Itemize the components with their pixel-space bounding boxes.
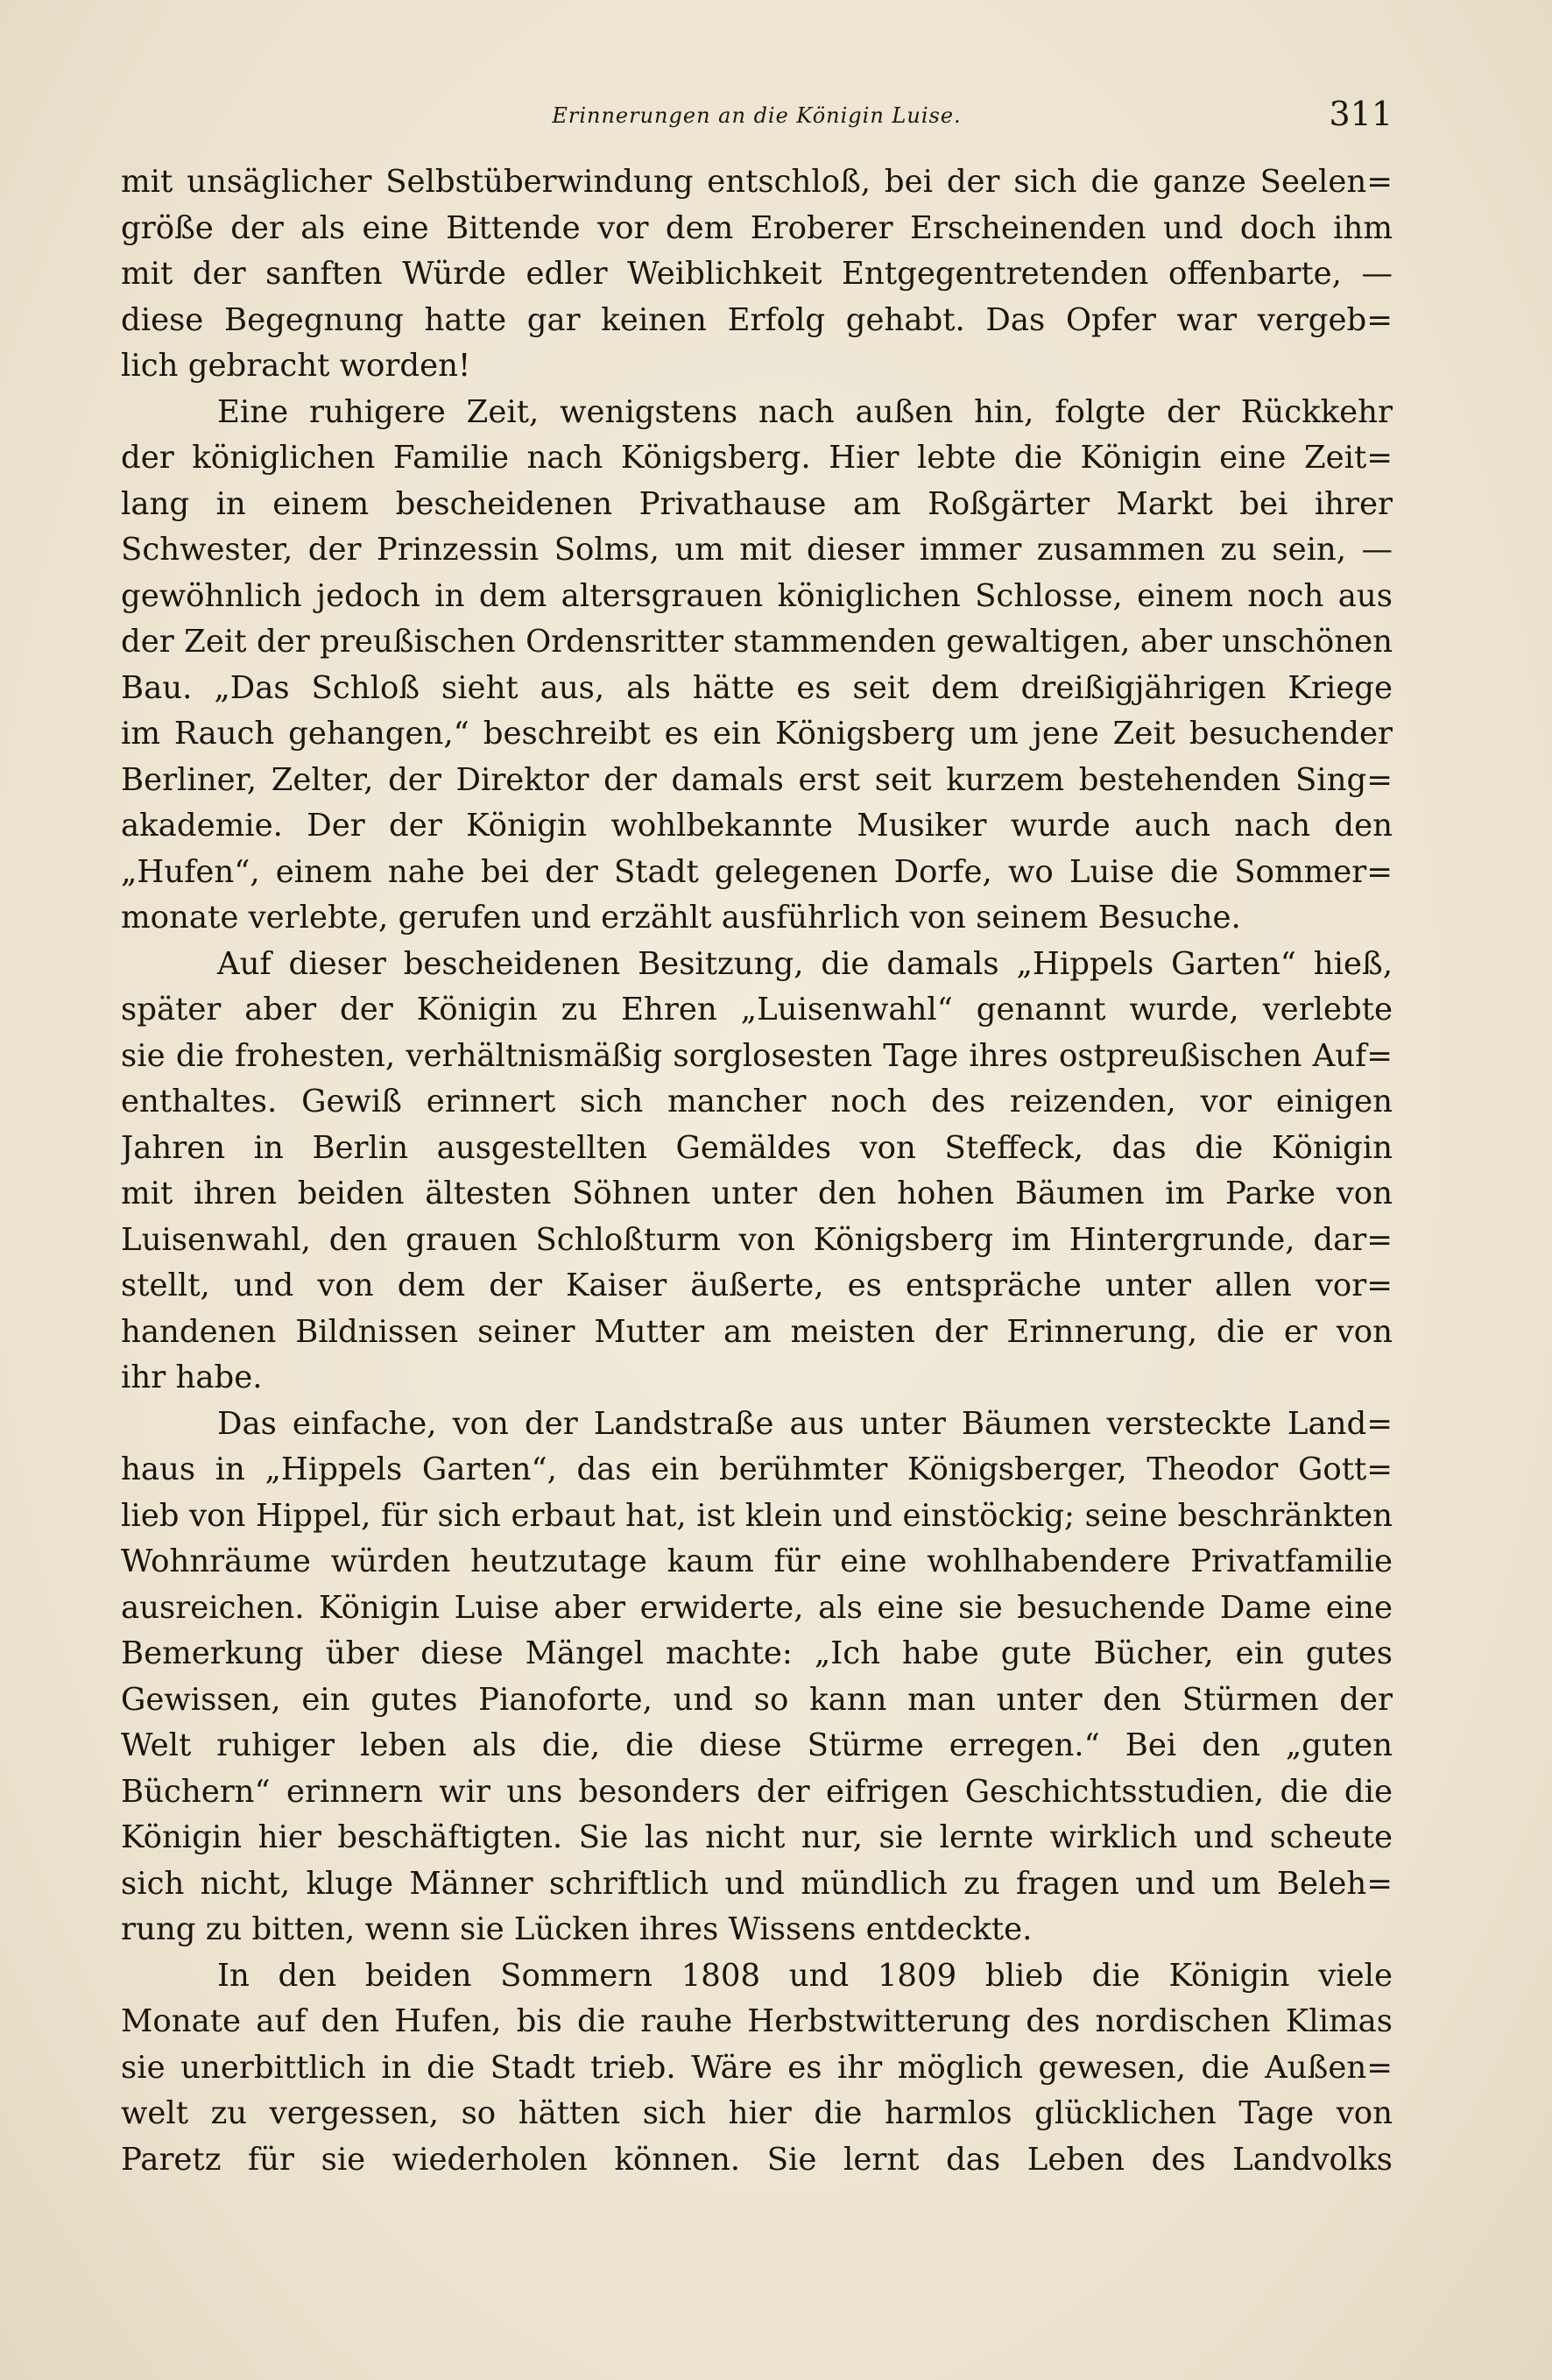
- text-line: sich nicht, kluge Männer schriftlich und mündlich zu fragen und um Beleh=: [121, 1865, 1393, 1902]
- body-text: [121, 159, 1393, 2183]
- text-line: Gewissen, ein gutes Pianoforte, und so kann man unter den Stürmen der: [121, 1681, 1393, 1718]
- text-line: Bau. „Das Schloß sieht aus, als hätte es seit dem dreißigjährigen Kriege: [121, 669, 1393, 706]
- text-line: größe der als eine Bittende vor dem Eroberer Erscheinenden und doch ihm: [121, 209, 1393, 246]
- text-line: In den beiden Sommern 1808 und 1809 blieb die Königin viele: [217, 1957, 1393, 1994]
- text-line: Paretz für sie wiederholen können. Sie lernt das Leben des Landvolks: [121, 2141, 1393, 2178]
- page-number: 311: [1329, 95, 1393, 133]
- text-line: gewöhnlich jedoch in dem altersgrauen königlichen Schlosse, einem noch aus: [121, 577, 1393, 614]
- text-line: im Rauch gehangen,“ beschreibt es ein Königsberg um jene Zeit besuchender: [121, 716, 1393, 752]
- text-line: Eine ruhigere Zeit, wenigstens nach außen hin, folgte der Rückkehr: [217, 393, 1393, 430]
- text-line: monate verlebte, gerufen und erzählt ausführlich von seinem Besuche.: [121, 900, 1241, 936]
- text-line: rung zu bitten, wenn sie Lücken ihres Wissens entdeckte.: [121, 1911, 1033, 1947]
- text-line: enthaltes. Gewiß erinnert sich mancher noch des reizenden, vor einigen: [121, 1084, 1393, 1119]
- text-line: sie unerbittlich in die Stadt trieb. Wäre es ihr möglich gewesen, die Außen=: [121, 2049, 1393, 2086]
- text-line: Berliner, Zelter, der Direktor der damals erst seit kurzem bestehenden Sing=: [121, 761, 1393, 798]
- text-line: handenen Bildnissen seiner Mutter am meisten der Erinnerung, die er von: [121, 1313, 1393, 1350]
- text-line: ausreichen. Königin Luise aber erwiderte, als eine sie besuchende Dame eine: [121, 1589, 1393, 1626]
- text-line: Wohnräume würden heutzutage kaum für eine wohlhabendere Privatfamilie: [121, 1543, 1393, 1579]
- book-page: [121, 70, 1393, 2313]
- text-line: später aber der Königin zu Ehren „Luisenwahl“ genannt wurde, verlebte: [121, 992, 1393, 1028]
- text-line: lich gebracht worden!: [121, 348, 471, 384]
- text-line: haus in „Hippels Garten“, das ein berühmter Königsberger, Theodor Gott=: [121, 1451, 1393, 1487]
- text-line: Luisenwahl, den grauen Schloßturm von Königsberg im Hintergrunde, dar=: [121, 1221, 1393, 1258]
- text-line: mit der sanften Würde edler Weiblichkeit Entgegentretenden offenbarte, —: [121, 256, 1393, 292]
- text-line: „Hufen“, einem nahe bei der Stadt gelegenen Dorfe, wo Luise die Sommer=: [121, 853, 1393, 890]
- text-line: ihr habe.: [121, 1359, 263, 1395]
- text-line: Königin hier beschäftigten. Sie las nicht nur, sie lernte wirklich und scheute: [121, 1819, 1393, 1855]
- text-line: Büchern“ erinnern wir uns besonders der eifrigen Geschichtsstudien, die die: [121, 1773, 1393, 1810]
- text-line: lang in einem bescheidenen Privathause am Roßgärter Markt bei ihrer: [121, 485, 1393, 522]
- text-line: der königlichen Familie nach Königsberg. Hier lebte die Königin eine Zeit=: [121, 440, 1393, 476]
- text-line: Das einfache, von der Landstraße aus unter Bäumen versteckte Land=: [217, 1405, 1393, 1442]
- text-line: mit ihren beiden ältesten Söhnen unter den hohen Bäumen im Parke von: [121, 1176, 1393, 1211]
- text-line: Monate auf den Hufen, bis die rauhe Herbstwitterung des nordischen Klimas: [121, 2003, 1393, 2039]
- text-line: Auf dieser bescheidenen Besitzung, die damals „Hippels Garten“ hieß,: [217, 945, 1393, 982]
- text-line: akademie. Der der Königin wohlbekannte Musiker wurde auch nach den: [121, 808, 1393, 844]
- text-line: mit unsäglicher Selbstüberwindung entschloß, bei der sich die ganze Seelen=: [121, 164, 1393, 200]
- text-line: lieb von Hippel, für sich erbaut hat, ist klein und einstöckig; seine beschränkten: [121, 1497, 1393, 1534]
- text-line: sie die frohesten, verhältnismäßig sorglosesten Tage ihres ostpreußischen Auf=: [121, 1037, 1393, 1074]
- running-head: [121, 88, 1393, 140]
- running-title: Erinnerungen an die Königin Luise.: [552, 103, 962, 128]
- text-line: diese Begegnung hatte gar keinen Erfolg gehabt. Das Opfer war vergeb=: [121, 301, 1393, 338]
- text-line: Schwester, der Prinzessin Solms, um mit dieser immer zusammen zu sein, —: [121, 532, 1393, 568]
- text-line: Welt ruhiger leben als die, die diese Stürme erregen.“ Bei den „guten: [121, 1727, 1393, 1763]
- text-line: der Zeit der preußischen Ordensritter stammenden gewaltigen, aber unschönen: [121, 624, 1393, 660]
- text-line: Jahren in Berlin ausgestellten Gemäldes von Steffeck, das die Königin: [121, 1129, 1393, 1166]
- text-line: welt zu vergessen, so hätten sich hier die harmlos glücklichen Tage von: [121, 2095, 1393, 2131]
- text-line: stellt, und von dem der Kaiser äußerte, es entspräche unter allen vor=: [121, 1268, 1393, 1303]
- text-line: Bemerkung über diese Mängel machte: „Ich habe gute Bücher, ein gutes: [121, 1635, 1393, 1671]
